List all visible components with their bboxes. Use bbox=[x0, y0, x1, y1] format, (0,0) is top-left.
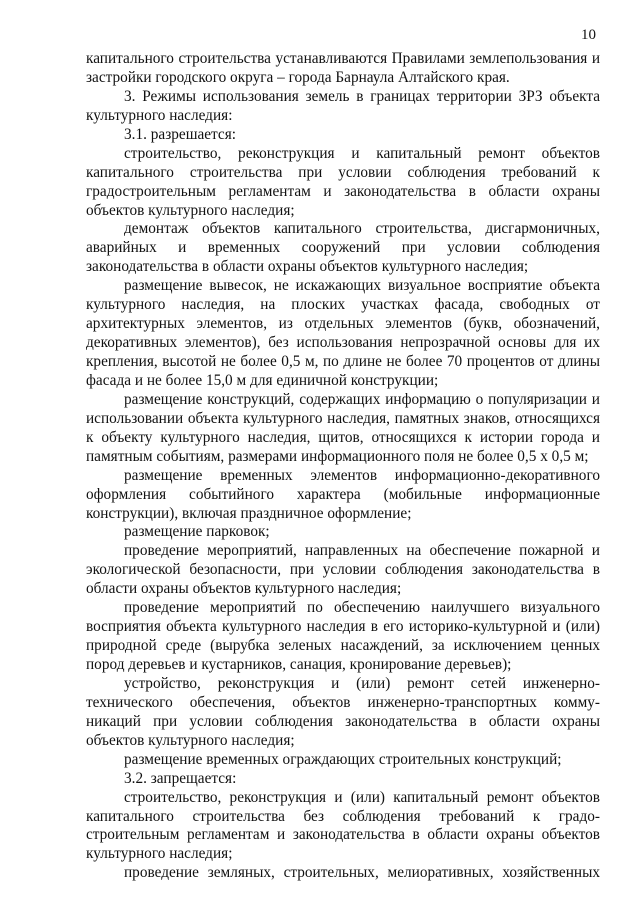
text-line: культурного наследия; bbox=[86, 845, 233, 863]
text-line: размещение временных элементов информационно-декоративного bbox=[124, 466, 600, 484]
text-line: 3.2. запрещается: bbox=[124, 769, 237, 787]
text-line: объектов культурного наследия; bbox=[86, 731, 295, 749]
text-line: размещение парковок; bbox=[124, 523, 270, 541]
text-line: строительным регламентам и законодательства в области охраны объектов bbox=[86, 826, 600, 844]
text-line: проведение мероприятий по обеспечению наилучшего визуального bbox=[124, 599, 600, 617]
text-line: к объекту культурного наследия, щитов, относящихся к истории города и bbox=[86, 428, 600, 446]
text-line: капитального строительства устанавливаются Правилами землепользования и bbox=[86, 50, 600, 67]
text-line: 3. Режимы использования земель в границах территории ЗРЗ объекта bbox=[124, 87, 600, 105]
text-line: пород деревьев и кустарников, санация, кронирование деревьев); bbox=[86, 656, 512, 673]
text-line: декоративных элементов), без использования непрозрачной основы для их bbox=[86, 334, 600, 352]
text-line: никаций при условии соблюдения законодательства в области охраны bbox=[86, 712, 600, 730]
page-number: 10 bbox=[581, 27, 596, 43]
text-line: размещение конструкций, содержащих информацию о популяризации и bbox=[124, 390, 600, 408]
text-line: памятным событиям, размерами информационного поля не более 0,5 х 0,5 м; bbox=[86, 447, 589, 465]
text-line: крепления, высотой не более 0,5 м, по длине не более 70 процентов от длины bbox=[86, 353, 600, 370]
text-line: экологической безопасности, при условии соблюдения законодательства в bbox=[86, 561, 600, 579]
text-line: проведение мероприятий, направленных на обеспечение пожарной и bbox=[124, 542, 600, 560]
text-line: законодательства в области охраны объектов культурного наследия; bbox=[86, 258, 529, 276]
text-line: объектов культурного наследия; bbox=[86, 201, 295, 219]
text-line: размещение временных ограждающих строительных конструкций; bbox=[124, 750, 562, 768]
text-line: устройство, реконструкция и (или) ремонт сетей инженерно- bbox=[124, 674, 600, 692]
text-line: застройки городского округа – города Барнаула Алтайского края. bbox=[86, 68, 510, 86]
text-line: фасада и не более 15,0 м для единичной конструкции; bbox=[86, 371, 439, 389]
text-line: аварийных и временных сооружений при условии соблюдения bbox=[86, 239, 600, 257]
text-line: капитального строительства без соблюдения требований к градо- bbox=[86, 807, 600, 825]
text-line: градостроительным регламентам и законодательства в области охраны bbox=[86, 182, 600, 200]
text-line: 3.1. разрешается: bbox=[124, 125, 236, 143]
text-line: строительство, реконструкция и (или) капитальный ремонт объектов bbox=[124, 788, 600, 806]
text-line: проведение земляных, строительных, мелиоративных, хозяйственных bbox=[124, 864, 600, 882]
text-line: технического обеспечения, объектов инженерно-транспортных комму- bbox=[86, 693, 600, 711]
text-line: области охраны объектов культурного наследия; bbox=[86, 580, 402, 598]
text-line: капитального строительства при условии соблюдения требований к bbox=[86, 163, 600, 181]
document-body bbox=[86, 50, 600, 883]
text-line: культурного наследия: bbox=[86, 106, 233, 124]
text-line: природной среде (вырубка зеленых насаждений, за исключением ценных bbox=[86, 637, 600, 655]
text-line: строительство, реконструкция и капитальный ремонт объектов bbox=[124, 144, 600, 162]
text-line: архитектурных элементов, из отдельных элементов (букв, обозначений, bbox=[86, 315, 600, 333]
text-line: демонтаж объектов капитального строительства, дисгармоничных, bbox=[124, 220, 600, 238]
text-line: использовании объекта культурного наследия, памятных знаков, относящихся bbox=[86, 409, 600, 427]
text-line: размещение вывесок, не искажающих визуальное восприятие объекта bbox=[124, 277, 600, 295]
text-line: культурного наследия, на плоских участках фасада, свободных от bbox=[86, 296, 600, 314]
text-line: конструкции), включая праздничное оформление; bbox=[86, 504, 412, 522]
text-line: восприятия объекта культурного наследия в его историко-культурной и (или) bbox=[86, 618, 600, 636]
text-line: оформления событийного характера (мобильные информационные bbox=[86, 485, 600, 503]
